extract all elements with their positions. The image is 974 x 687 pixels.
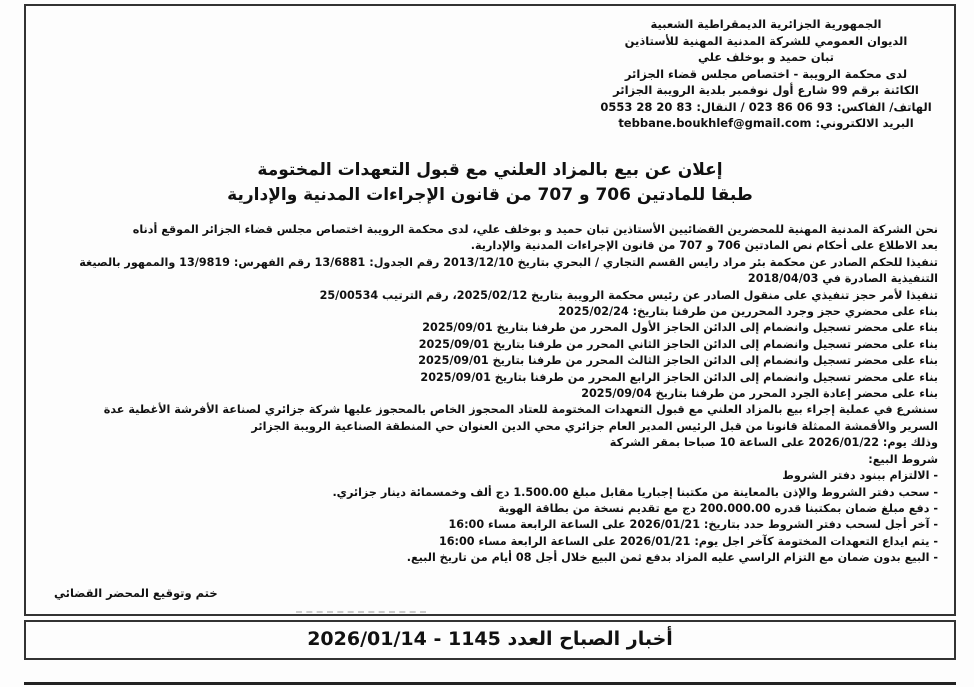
header-line: لدى محكمة الرويبة - اختصاص مجلس قضاء الجزائر bbox=[624, 66, 908, 81]
header-line: الديوان العمومي للشركة المدنية المهنية للأستاذين bbox=[624, 33, 908, 48]
header-line: الكائنة برقم 99 شارع أول نوفمبر بلدية الرويبة الجزائر bbox=[613, 83, 919, 97]
condition-item: - آخر أجل لسحب دفتر الشروط حدد بتاريخ: 2026/01/21 على الساعة الرابعة مساء 16:00 bbox=[448, 518, 938, 532]
announcement-title bbox=[26, 158, 954, 208]
body-line: السرير والأقمشة الممثلة قانونا من قبل الرئيس المدير العام جزائري محي الدين العنوان حي المنطقة الصناعية الرويبة الجزائر bbox=[251, 419, 938, 433]
bottom-rule bbox=[24, 682, 956, 685]
signature-label: ختم وتوقيع المحضر القضائي bbox=[54, 586, 218, 600]
title-line-1: إعلان عن بيع بالمزاد العلني مع قبول التعهدات المختومة bbox=[257, 160, 723, 180]
body-line: بناء على محضر تسجيل وانضمام إلى الدائن الحاجز الثالث المحرر من طرفنا بتاريخ 2025/09/01 bbox=[418, 354, 938, 368]
body-line: وذلك يوم: 2026/01/22 على الساعة 10 صباحا بمقر الشركة bbox=[609, 436, 938, 450]
announcement-body bbox=[42, 222, 938, 567]
condition-item: - دفع مبلغ ضمان بمكتبنا قدره 200.000.00 دج مع تقديم نسخة من بطاقة الهوية bbox=[498, 501, 938, 515]
body-line: تنفيذا لأمر حجز تنفيذي على منقول الصادر عن رئيس محكمة الرويبة بتاريخ 2025/02/12، رقم الترتيب 25/00534 bbox=[319, 288, 938, 302]
conditions-heading: شروط البيع: bbox=[868, 452, 938, 466]
body-line: بعد الاطلاع على أحكام نص المادتين 706 و 707 من قانون الإجراءات المدنية والإدارية. bbox=[470, 239, 938, 253]
condition-item: - البيع بدون ضمان مع التزام الراسي عليه المزاد بدفع ثمن البيع خلال أجل 08 أيام من تاريخ البيع. bbox=[406, 551, 938, 565]
body-line: التنفيذية الصادرة في 2018/04/03 bbox=[747, 272, 938, 286]
condition-item: - الالتزام ببنود دفتر الشروط bbox=[782, 469, 938, 483]
condition-item: - سحب دفتر الشروط والإذن بالمعاينة من مكتبنا إجباريا مقابل مبلغ 1.500.00 دج ألف وخمسمائة دينار جزائري. bbox=[332, 485, 938, 499]
condition-item: - يتم ايداع التعهدات المختومة كآخر اجل يوم: 2026/01/21 على الساعة الرابعة مساء 16:00 bbox=[438, 534, 938, 548]
body-line: سنشرع في عملية إجراء بيع بالمزاد العلني مع قبول التعهدات المختومة للعتاد المحجوز الخاص بالمحجوز عليها شركة جزائري لصناعة الأفرشة الأغطية عدة bbox=[103, 403, 938, 417]
body-line: تنفيذا للحكم الصادر عن محكمة بئر مراد رايس القسم التجاري / البحري بتاريخ 2013/12/10 رقم الجدول: 13/6881 رقم الفهرس: 13/9819 والممهور بالصيغة bbox=[79, 255, 938, 269]
newspaper-footer bbox=[24, 620, 956, 660]
body-line: بناء على محضر تسجيل وانضمام إلى الدائن الحاجز الرابع المحرر من طرفنا بتاريخ 2025/09/01 bbox=[420, 370, 938, 384]
body-line: بناء على محضر تسجيل وانضمام إلى الدائن الحاجز الثاني المحرر من طرفنا بتاريخ 2025/09/01 bbox=[418, 337, 938, 351]
header-line: الهاتف/ الفاكس: 93 06 86 023 / النقال: 83 20 28 0553 bbox=[600, 99, 932, 114]
body-line: بناء على محضر إعادة الجرد المحرر من طرفنا بتاريخ 2025/09/04 bbox=[581, 387, 938, 401]
footer-rule bbox=[26, 620, 954, 622]
body-line: بناء على محضري حجز وجرد المحررين من طرفنا بتاريخ: 2025/02/24 bbox=[558, 305, 938, 319]
body-line: نحن الشركة المدنية المهنية للمحضرين القضائيين الأستاذين تبان حميد و بوخلف علي، لدى محكمة الرويبة اختصاص مجلس قضاء الجزائر الموقع أدناه bbox=[132, 223, 938, 236]
email-label: البريد الالكتروني: bbox=[815, 116, 914, 130]
header-line: الجمهورية الجزائرية الديمقراطية الشعبية bbox=[650, 17, 882, 31]
body-line: بناء على محضر تسجيل وانضمام إلى الدائن الحاجز الأول المحرر من طرفنا بتاريخ 2025/09/01 bbox=[422, 321, 938, 335]
email-address: tebbane.boukhlef@gmail.com bbox=[618, 116, 812, 130]
footer-text: أخبار الصباح العدد 1145 - 2026/01/14 bbox=[307, 628, 673, 650]
header-line: تبان حميد و بوخلف علي bbox=[697, 50, 835, 64]
office-header bbox=[596, 16, 936, 132]
header-email-row bbox=[596, 115, 936, 132]
title-line-2: طبقا للمادتين 706 و 707 من قانون الإجراءات المدنية والإدارية bbox=[227, 185, 753, 205]
announcement-frame bbox=[24, 4, 956, 616]
